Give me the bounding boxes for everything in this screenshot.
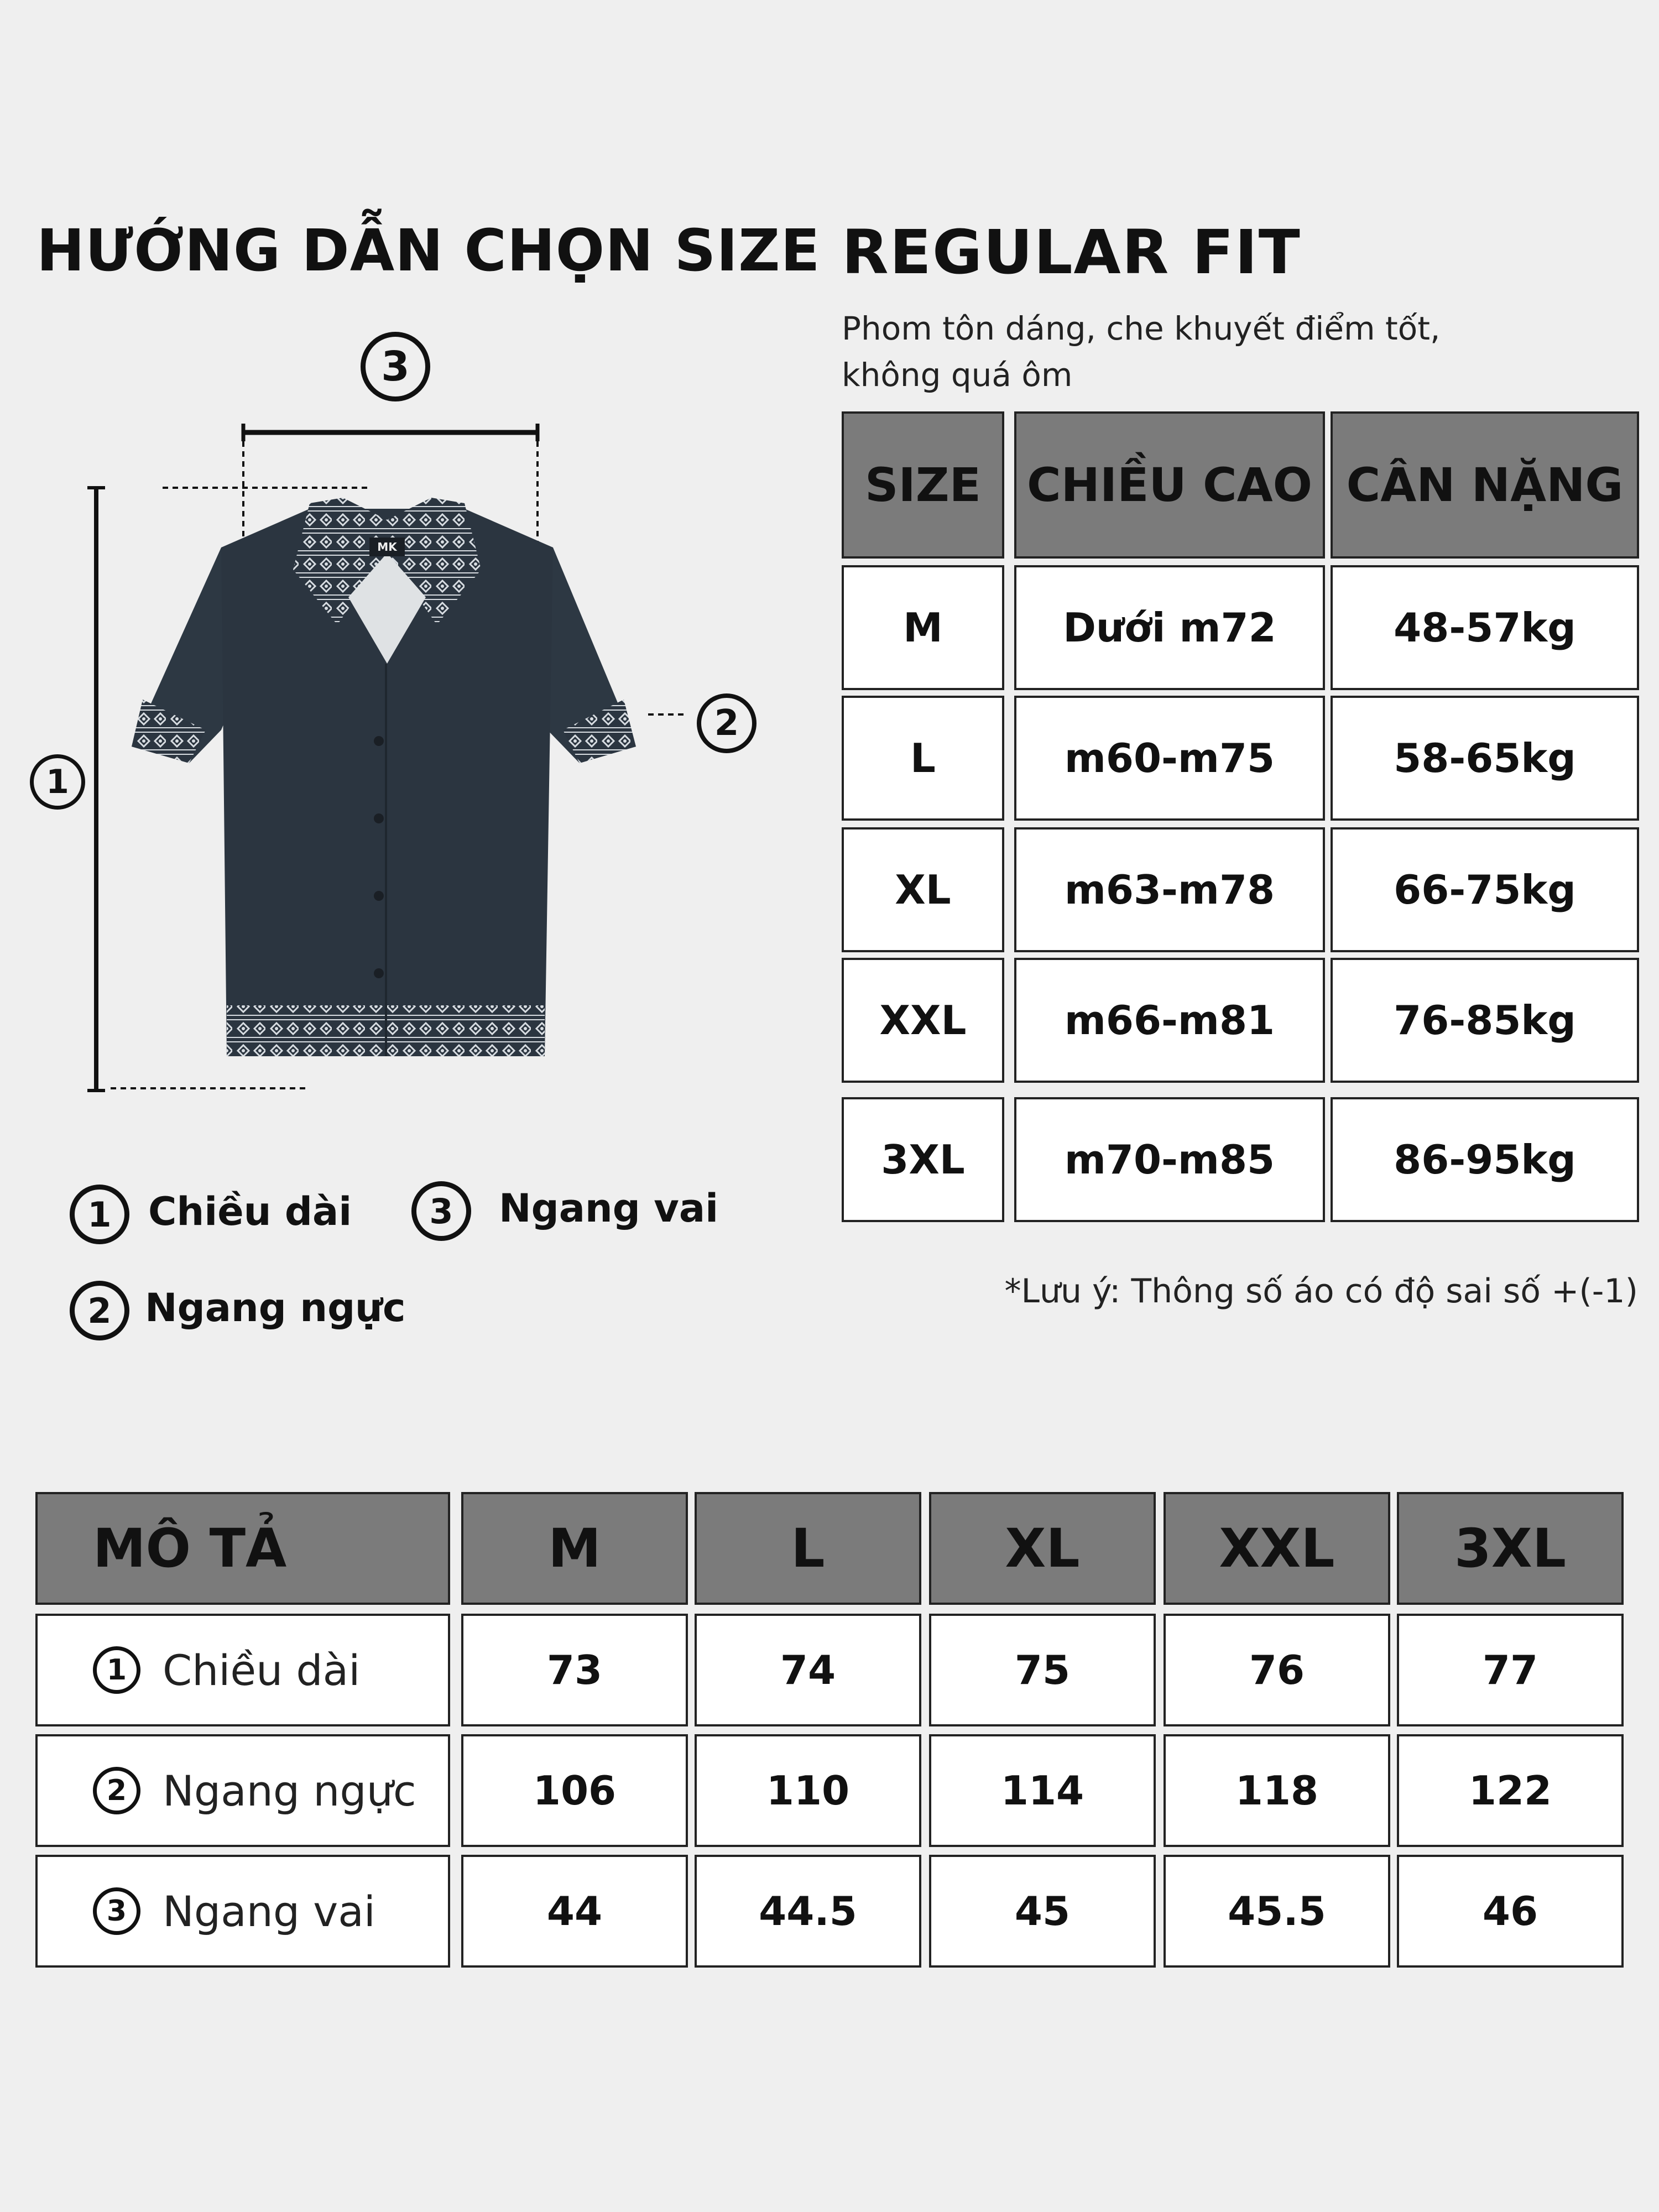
fit-description-line2: không quá ôm xyxy=(842,356,1073,394)
row-label-text: Ngang ngực xyxy=(163,1766,416,1815)
measurement-value-cell: 76 xyxy=(1164,1614,1390,1726)
fit-weight-cell: 66-75kg xyxy=(1331,827,1639,952)
tolerance-note: *Lưu ý: Thông số áo có độ sai số +(-1) xyxy=(1004,1272,1638,1311)
shirt-diagram xyxy=(0,310,774,1117)
measurement-value-cell: 44.5 xyxy=(695,1855,921,1968)
fit-size-cell: XXL xyxy=(842,958,1004,1083)
fit-description xyxy=(842,305,1561,398)
measurement-value-cell: 75 xyxy=(929,1614,1156,1726)
fit-header-size: SIZE xyxy=(842,411,1004,559)
measurement-value-cell: 122 xyxy=(1397,1734,1624,1847)
legend-label-chest: Ngang ngực xyxy=(145,1285,406,1331)
measurement-header-size: M xyxy=(461,1492,688,1605)
row-label-text: Chiều dài xyxy=(163,1645,361,1695)
fit-size-cell: 3XL xyxy=(842,1097,1004,1222)
fit-size-cell: M xyxy=(842,565,1004,690)
marker-3-icon: 3 xyxy=(361,332,430,401)
fit-height-cell: m70-m85 xyxy=(1014,1097,1325,1222)
legend-label-shoulder: Ngang vai xyxy=(499,1186,719,1231)
measurement-value-cell: 110 xyxy=(695,1734,921,1847)
fit-size-cell: XL xyxy=(842,827,1004,952)
fit-description-line1: Phom tôn dáng, che khuyết điểm tốt, xyxy=(842,310,1441,347)
measurement-value-cell: 44 xyxy=(461,1855,688,1968)
measurement-row-label-length xyxy=(35,1614,450,1726)
legend-marker-2-icon: 2 xyxy=(70,1281,129,1340)
fit-title: REGULAR FIT xyxy=(842,217,1301,288)
brand-tag: MK xyxy=(377,540,397,554)
legend-label-length: Chiều dài xyxy=(148,1189,352,1234)
measurement-value-cell: 73 xyxy=(461,1614,688,1726)
fit-height-cell: m60-m75 xyxy=(1014,696,1325,821)
legend-marker-1-icon: 1 xyxy=(70,1185,129,1244)
fit-weight-cell: 58-65kg xyxy=(1331,696,1639,821)
fit-weight-cell: 48-57kg xyxy=(1331,565,1639,690)
measurement-row-label-shoulder xyxy=(35,1855,450,1968)
fit-height-cell: m63-m78 xyxy=(1014,827,1325,952)
row-label-text: Ngang vai xyxy=(163,1886,375,1936)
shirt-illustration xyxy=(132,498,636,1056)
fit-header-height: CHIỀU CAO xyxy=(1014,411,1325,559)
fit-height-cell: m66-m81 xyxy=(1014,958,1325,1083)
fit-size-table xyxy=(842,411,1639,1222)
measurement-row-label-chest xyxy=(35,1734,450,1847)
guide-title: HƯỚNG DẪN CHỌN SIZE xyxy=(36,217,821,284)
marker-2-icon: 2 xyxy=(697,693,757,753)
measurement-header-label: MÔ TẢ xyxy=(35,1492,450,1605)
measurement-value-cell: 46 xyxy=(1397,1855,1624,1968)
fit-header-weight: CÂN NẶNG xyxy=(1331,411,1639,559)
measurement-value-cell: 106 xyxy=(461,1734,688,1847)
row-marker-3-icon: 3 xyxy=(93,1887,140,1935)
measurement-header-size: XXL xyxy=(1164,1492,1390,1605)
fit-weight-cell: 76-85kg xyxy=(1331,958,1639,1083)
measurement-value-cell: 118 xyxy=(1164,1734,1390,1847)
row-marker-1-icon: 1 xyxy=(93,1646,140,1694)
measurement-value-cell: 45 xyxy=(929,1855,1156,1968)
marker-1-icon: 1 xyxy=(30,754,85,810)
measurement-header-size: L xyxy=(695,1492,921,1605)
measurement-table xyxy=(35,1492,1624,1968)
fit-size-cell: L xyxy=(842,696,1004,821)
measurement-value-cell: 77 xyxy=(1397,1614,1624,1726)
measurement-header-size: XL xyxy=(929,1492,1156,1605)
row-marker-2-icon: 2 xyxy=(93,1767,140,1814)
measurement-header-size: 3XL xyxy=(1397,1492,1624,1605)
legend-marker-3-icon: 3 xyxy=(411,1181,471,1241)
measurement-value-cell: 45.5 xyxy=(1164,1855,1390,1968)
fit-height-cell: Dưới m72 xyxy=(1014,565,1325,690)
measurement-value-cell: 74 xyxy=(695,1614,921,1726)
measurement-value-cell: 114 xyxy=(929,1734,1156,1847)
fit-weight-cell: 86-95kg xyxy=(1331,1097,1639,1222)
